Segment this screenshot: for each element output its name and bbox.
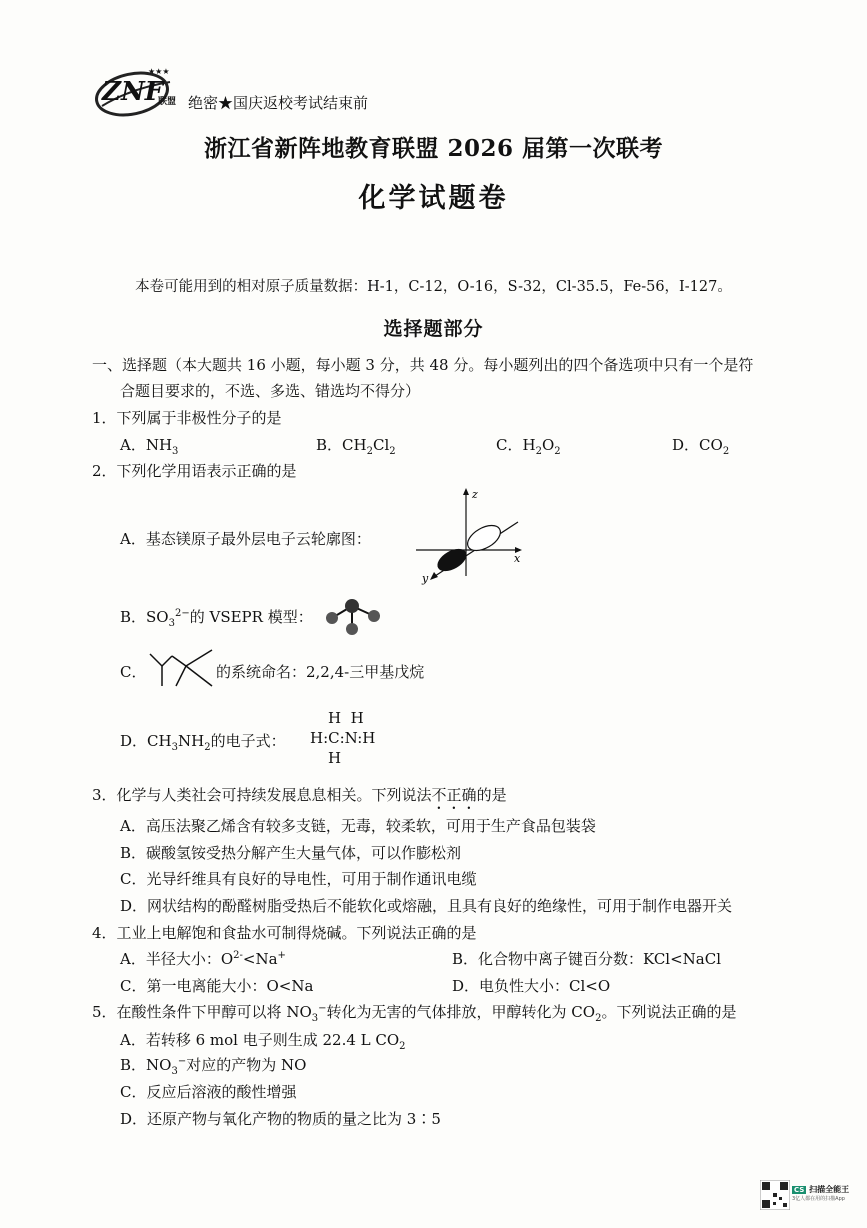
q2-option-b: B．$SO_3^{2-}$的 VSEPR 模型： (120, 608, 313, 629)
q2-option-c-label: C． (120, 663, 147, 681)
part1-instruction-line2: 合题目要求的，不选、多选、错选均不得分） (120, 382, 421, 400)
q2-option-c-text: 的系统命名：2,2,4-三甲基戊烷 (216, 663, 425, 681)
svg-text:z: z (472, 488, 478, 501)
q4-stem: 4．工业上电解饱和食盐水可制得烧碱。下列说法正确的是 (92, 924, 477, 942)
q1-option-c: C．$H_2O_2$ (496, 436, 561, 457)
q3-option-d: D．网状结构的酚醛树脂受热后不能软化或熔融，且具有良好的绝缘性，可用于制作电器开关 (120, 897, 733, 915)
scanner-logo-icon: CS (794, 1186, 805, 1194)
part1-instruction-line1: 一、选择题（本大题共 16 小题，每小题 3 分，共 48 分。每小题列出的四个备选项中只有一个是符 (92, 356, 754, 374)
section-heading: 选择题部分 (383, 318, 484, 340)
q5-option-b: B．$NO_3^-$对应的产物为 NO (120, 1056, 307, 1077)
q5-option-d: D．还原产物与氧化产物的物质的量之比为 3∶5 (120, 1110, 441, 1128)
vsepr-model-diagram (322, 596, 386, 636)
svg-text:联盟: 联盟 (158, 97, 177, 107)
exam-title: 浙江省新阵地教育联盟 2026 届第一次联考 (203, 135, 664, 162)
confidential-label: 绝密★国庆返校考试结束前 (188, 94, 369, 112)
q3-stem: 3．化学与人类社会可持续发展息息相关。下列说法不正确的是 (92, 786, 507, 804)
q2-stem: 2．下列化学用语表示正确的是 (92, 462, 297, 480)
q4-option-b: B．化合物中离子键百分数：KCl<NaCl (452, 950, 722, 968)
exam-subtitle: 化学试题卷 (358, 183, 509, 214)
alliance-logo (92, 62, 184, 122)
svg-text:x: x (514, 552, 521, 565)
electron-formula: H H H:C:N:H H (310, 709, 376, 767)
p-orbital-diagram (410, 486, 530, 586)
q4-option-a: A．半径大小：$O^{2-}<Na^+$ (120, 950, 286, 968)
q3-option-c: C．光导纤维具有良好的导电性，可用于制作通讯电缆 (120, 870, 477, 888)
q4-option-c: C．第一电离能大小：O<Na (120, 977, 314, 995)
q1-option-b: B．$CH_2Cl_2$ (316, 436, 396, 457)
q3-option-b: B．碳酸氢铵受热分解产生大量气体，可以作膨松剂 (120, 844, 462, 862)
q1-stem: 1．下列属于非极性分子的是 (92, 409, 282, 427)
svg-text:ZNF: ZNF (102, 77, 164, 107)
q1-option-a: A．$NH_3$ (120, 436, 179, 457)
q4-option-d: D．电负性大小：Cl<O (452, 977, 611, 995)
q3-emphasis: 不正确 (431, 786, 477, 804)
q1-option-d: D．$CO_2$ (672, 436, 730, 457)
scanner-watermark (792, 1184, 850, 1208)
q2-option-a: A．基态镁原子最外层电子云轮廓图： (120, 530, 371, 548)
qr-code-icon (760, 1180, 790, 1210)
q3-option-a: A．高压法聚乙烯含有较多支链，无毒，较柔软，可用于生产食品包装袋 (120, 817, 596, 835)
skeletal-formula-diagram (146, 648, 216, 688)
q5-option-a: A．若转移 6 mol 电子则生成 22.4 L $CO_2$ (120, 1031, 406, 1052)
svg-text:★★★: ★★★ (148, 67, 170, 76)
svg-text:y: y (422, 572, 429, 585)
scanner-title: CS 扫描全能王 (794, 1185, 850, 1194)
scanner-subtitle: 3亿人都在用的扫描App (792, 1196, 845, 1202)
q2-option-d: D．$CH_3NH_2$的电子式： (120, 732, 286, 753)
atomic-mass-note: 本卷可能用到的相对原子质量数据：H-1，C-12，O-16，S-32，Cl-35.5，Fe-56，I-127。 (135, 279, 732, 295)
q5-option-c: C．反应后溶液的酸性增强 (120, 1083, 297, 1101)
q5-stem: 5．在酸性条件下甲醇可以将 $NO_3^-$转化为无害的气体排放，甲醇转化为 $CO_2$。下列说法正确的是 (92, 1003, 737, 1024)
